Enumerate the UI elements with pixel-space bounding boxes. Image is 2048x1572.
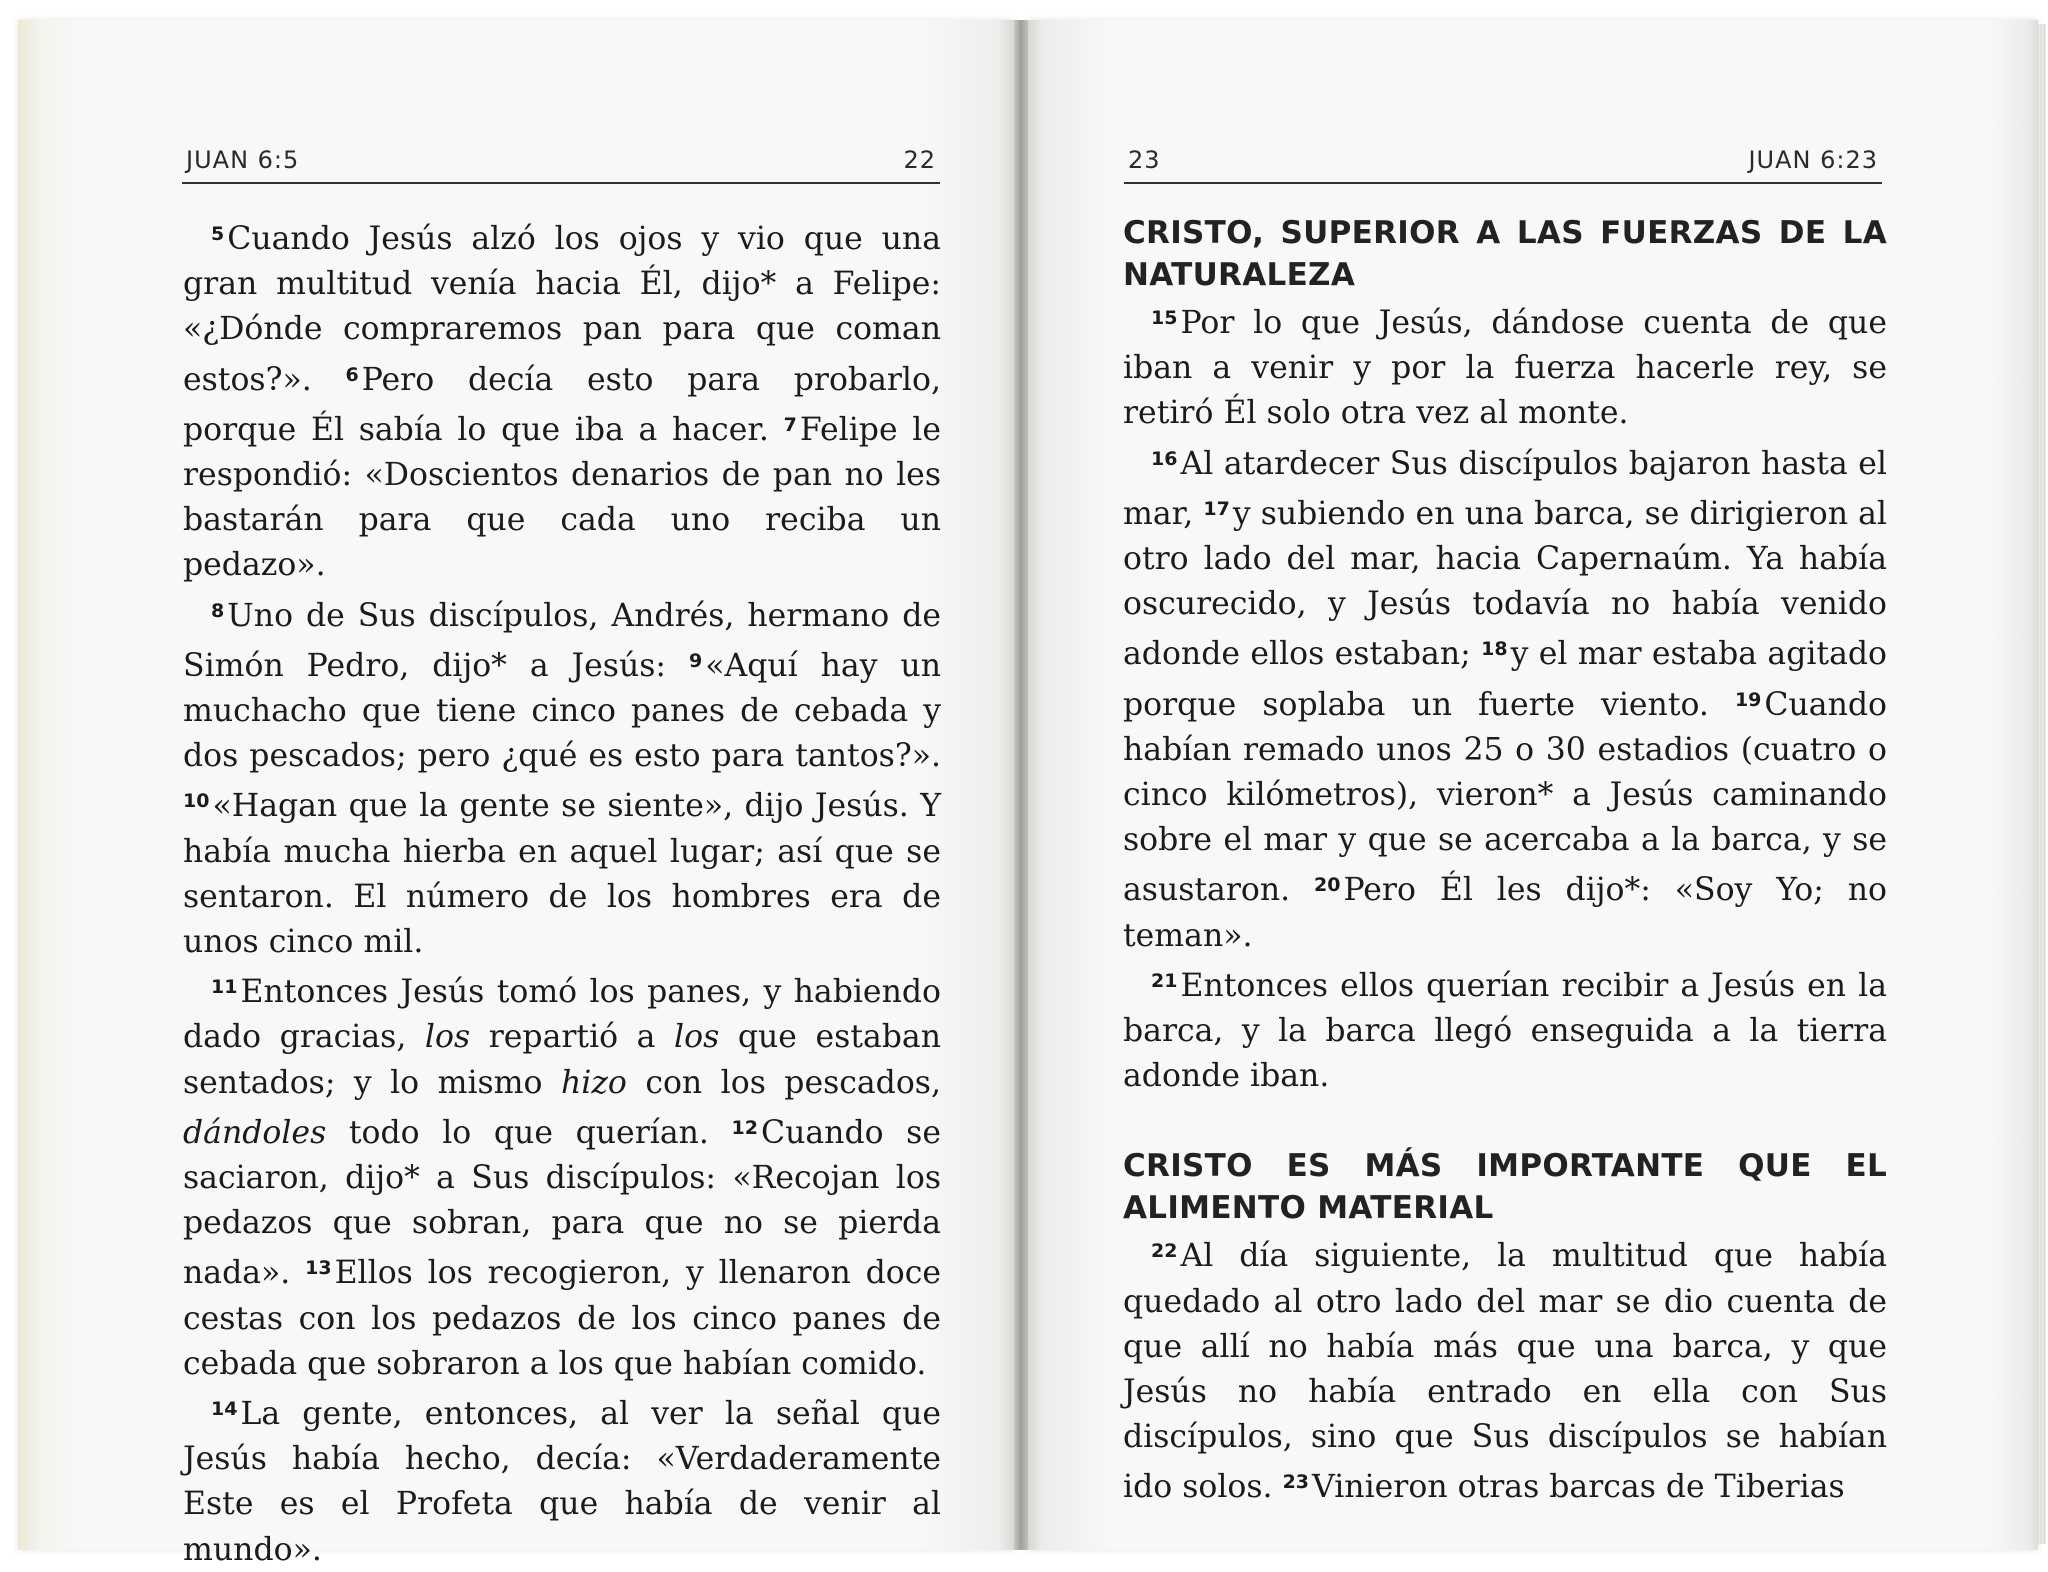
verse-paragraph <box>183 589 941 966</box>
running-header-right <box>1124 142 1882 184</box>
italic-text: dándoles <box>183 1114 327 1151</box>
verse-paragraph <box>183 965 941 1387</box>
verse-text: y el mar estaba agitado porque soplaba un fuerte viento. <box>1123 636 1888 723</box>
verse-number: 16 <box>1151 447 1178 470</box>
verse-number: 20 <box>1314 874 1341 897</box>
page-number: 23 <box>1128 146 1161 174</box>
right-page-text <box>1123 212 1887 1511</box>
verse-number: 8 <box>211 599 225 622</box>
verse-text: Cuando habían remado unos 25 o 30 estadios (cuatro o cinco kilómetros), vieron* a Jesús caminando sobre el mar y que se acercaba a la barca, y se asustaron. <box>1123 686 1887 909</box>
italic-text: los <box>674 1019 720 1056</box>
verse-text: y subiendo en una barca, se dirigieron al otro lado del mar, hacia Capernaúm. Ya había oscurecido, y Jesús todavía no había venido adonde ellos estaban; <box>1123 495 1887 673</box>
right-page <box>1028 20 2038 1550</box>
verse-paragraph <box>183 1387 941 1572</box>
verse-text: Vinieron otras barcas de Tiberias <box>1312 1469 1845 1506</box>
verse-text: con los pescados, <box>626 1064 941 1101</box>
italic-text: los <box>424 1019 471 1056</box>
verse-number: 15 <box>1151 307 1178 329</box>
book-gutter <box>1014 20 1028 1550</box>
verse-text: Al día siguiente, la multitud que había quedado al otro lado del mar se dio cuenta de que allí no había más que una barca, y que Jesús no había entrado en ella con Sus discípulos, sino que Sus discípulos se habían ido solos. <box>1123 1238 1887 1506</box>
verse-paragraph <box>1123 1229 1887 1510</box>
page-number: 22 <box>903 146 936 174</box>
verse-text: «Hagan que la gente se siente», dijo Jesús. Y había mucha hierba en aquel lugar; así que se sentaron. El número de los hombres era de unos cinco mil. <box>183 788 941 961</box>
verse-text: «Aquí hay un muchacho que tiene cinco panes de cebada y dos pescados; pero ¿qué es esto para tantos?». <box>183 647 941 775</box>
section-heading: CRISTO ES MÁS IMPORTANTE QUE EL ALIMENTO MATERIAL <box>1123 1148 1887 1227</box>
running-head-book-reference: JUAN 6:5 <box>186 146 300 174</box>
verse-text: que estaban sentados; y lo mismo <box>183 1019 941 1101</box>
verse-paragraph <box>1123 959 1887 1100</box>
section-body <box>1123 1229 1887 1510</box>
verse-number: 6 <box>345 363 359 386</box>
verse-text: Pero decía esto para probarlo, porque Él sabía lo que iba a hacer. <box>183 361 941 448</box>
verse-paragraph <box>183 212 941 589</box>
verse-number: 21 <box>1151 969 1178 992</box>
verse-number: 23 <box>1282 1471 1310 1494</box>
page-edges <box>2038 24 2046 1544</box>
verse-number: 7 <box>783 413 797 436</box>
verse-paragraph <box>1123 296 1887 437</box>
verse-text: Cuando Jesús alzó los ojos y vio que una gran multitud venía hacia Él, dijo* a Felipe: «¿Dónde compraremos pan para que coman estos?». <box>183 221 941 398</box>
left-page <box>18 20 1014 1568</box>
verse-text: Entonces ellos querían recibir a Jesús en la barca, y la barca llegó enseguida a la tierra adonde iban. <box>1123 967 1887 1095</box>
verse-number: 5 <box>211 223 225 245</box>
verse-text: repartió a <box>470 1019 675 1056</box>
verse-number: 19 <box>1734 688 1762 711</box>
italic-text: hizo <box>560 1064 627 1101</box>
verse-number: 14 <box>211 1398 238 1421</box>
verse-text: todo lo que querían. <box>326 1114 732 1151</box>
left-page-text <box>183 212 941 1572</box>
verse-text: Pero Él les dijo*: «Soy Yo; no teman». <box>1123 872 1887 954</box>
verse-text: Ellos los recogieron, y llenaron doce cestas con los pedazos de los cinco panes de cebada que sobraron a los que habían comido. <box>183 1255 941 1382</box>
verse-number: 22 <box>1151 1240 1178 1263</box>
verse-text: Al atardecer Sus discípulos bajaron hasta el mar, <box>1123 445 1887 532</box>
verse-text: Por lo que Jesús, dándose cuenta de que iban a venir y por la fuerza hacerle rey, se retiró Él solo otra vez al monte. <box>1123 305 1887 432</box>
verse-number: 9 <box>688 649 703 672</box>
verse-text: Uno de Sus discípulos, Andrés, hermano de Simón Pedro, dijo* a Jesús: <box>183 597 941 684</box>
verse-number: 13 <box>305 1257 332 1280</box>
running-header-left <box>182 142 940 184</box>
verse-number: 18 <box>1481 638 1508 661</box>
verse-text: La gente, entonces, al ver la señal que Jesús había hecho, decía: «Verdaderamente Este es el Profeta que había de venir al mundo». <box>183 1396 941 1568</box>
verse-number: 12 <box>731 1116 758 1139</box>
verse-number: 17 <box>1203 497 1230 520</box>
verse-paragraph <box>1123 437 1887 959</box>
verse-text: Entonces Jesús tomó los panes, y habiendo dado gracias, <box>183 974 941 1056</box>
verse-number: 10 <box>183 790 210 813</box>
verse-number: 11 <box>211 976 238 999</box>
verse-text: Cuando se saciaron, dijo* a Sus discípulos: «Recojan los pedazos que sobran, para que no se pierda nada». <box>183 1114 941 1292</box>
running-head-book-reference: JUAN 6:23 <box>1748 146 1878 174</box>
section-body <box>1123 296 1887 1099</box>
verse-text: Felipe le respondió: «Doscientos denarios de pan no les bastarán para que cada uno reciba un pedazo». <box>183 411 941 584</box>
section-heading: CRISTO, SUPERIOR A LAS FUERZAS DE LA NATURALEZA <box>1123 215 1887 293</box>
